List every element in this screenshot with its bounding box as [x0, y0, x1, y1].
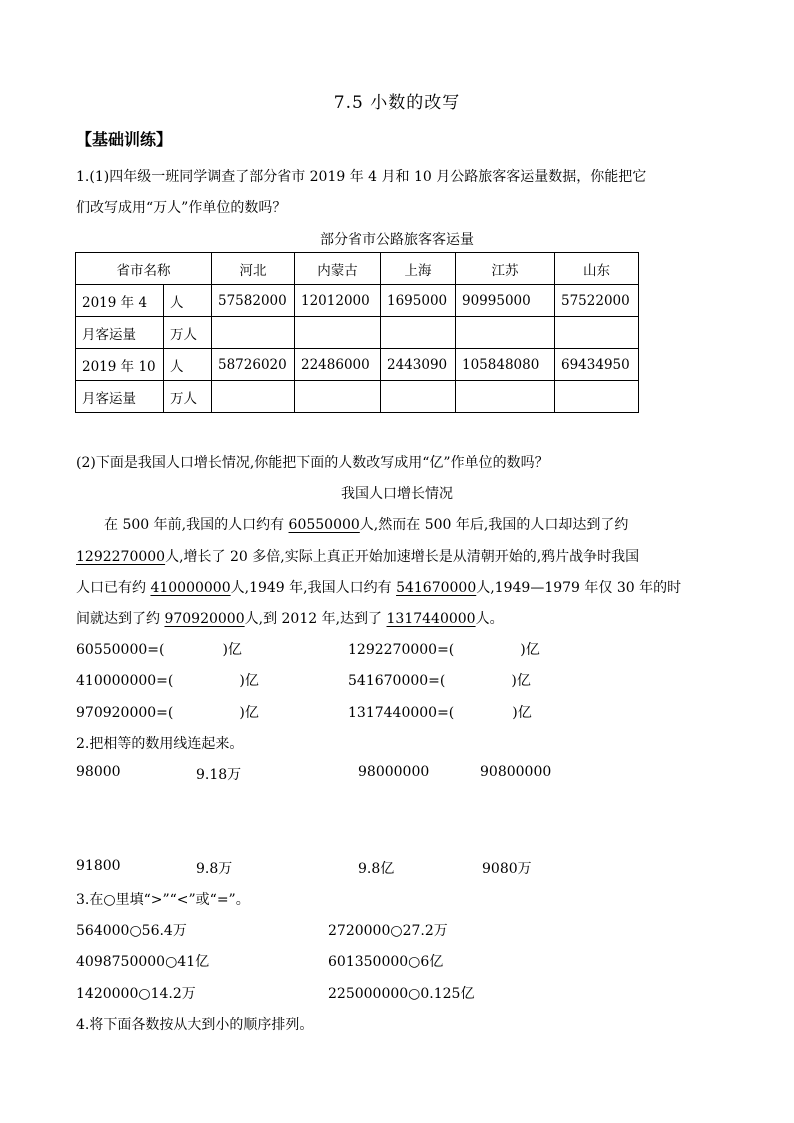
- passage-line: [104, 514, 628, 534]
- conversion-text: 1317440000=(: [348, 705, 455, 721]
- value-cell: 57582000: [212, 285, 295, 317]
- table-row: [76, 253, 639, 285]
- conversion-text: 970920000=(: [76, 705, 174, 721]
- passage-text: 人,1949—1979 年仅 30 年的时: [476, 580, 682, 596]
- underlined-number: 970920000: [164, 611, 245, 627]
- underlined-number: 541670000: [396, 580, 477, 596]
- compare-item[interactable]: 1420000○14.2万: [76, 986, 196, 1002]
- value-cell: 58726020: [212, 349, 295, 381]
- answer-cell[interactable]: [381, 381, 456, 413]
- q1-part1-text-line1: 1.(1)四年级一班同学调查了部分省市 2019 年 4 月和 10 月公路旅客客运量数据，你能把它: [76, 169, 647, 185]
- conversion-text: )亿: [520, 642, 540, 658]
- q2-text: 2.把相等的数用线连起来。: [76, 736, 244, 752]
- match-top-item[interactable]: 98000000: [358, 764, 430, 780]
- match-bottom-item[interactable]: 9.8万: [196, 861, 233, 877]
- compare-item[interactable]: 564000○56.4万: [76, 923, 187, 939]
- answer-cell[interactable]: [381, 317, 456, 349]
- table-row: [76, 349, 639, 381]
- match-bottom-item[interactable]: 9080万: [482, 861, 532, 877]
- underlined-number: 1292270000: [76, 549, 166, 565]
- header-cell: 河北: [212, 253, 295, 285]
- value-cell: 57522000: [555, 285, 639, 317]
- value-cell: 69434950: [555, 349, 639, 381]
- conversion-text: 1292270000=(: [348, 642, 455, 658]
- page-title: 7.5 小数的改写: [333, 93, 461, 113]
- underlined-number: 1317440000: [386, 611, 476, 627]
- october-label-cell: 月客运量: [76, 381, 164, 413]
- compare-item[interactable]: 601350000○6亿: [328, 954, 444, 970]
- unit-cell: 万人: [164, 381, 212, 413]
- april-label-cell: 2019 年 4: [76, 285, 164, 317]
- table-row: [76, 317, 639, 349]
- conversion-text: 541670000=(: [348, 673, 446, 689]
- match-top-item[interactable]: 9.18万: [196, 767, 242, 783]
- transport-table: [75, 252, 639, 413]
- conversion-text: 410000000=(: [76, 673, 174, 689]
- passage-line: [76, 546, 639, 566]
- april-label-cell: 月客运量: [76, 317, 164, 349]
- answer-cell[interactable]: [212, 381, 295, 413]
- passage-line: [76, 608, 504, 628]
- unit-cell: 人: [164, 285, 212, 317]
- passage-text: 在 500 年前,我国的人口约有: [104, 517, 289, 533]
- conversion-text: )亿: [512, 705, 532, 721]
- conversion-item: [76, 702, 259, 722]
- underlined-number: 410000000: [150, 580, 231, 596]
- value-cell: 105848080: [456, 349, 555, 381]
- value-cell: 12012000: [295, 285, 381, 317]
- passage-text: 人。: [475, 611, 504, 627]
- match-top-item[interactable]: 98000: [76, 764, 121, 780]
- table-title: 部分省市公路旅客客运量: [320, 232, 474, 248]
- match-bottom-item[interactable]: 91800: [76, 858, 121, 874]
- header-cell: 山东: [555, 253, 639, 285]
- match-bottom-item[interactable]: 9.8亿: [358, 861, 395, 877]
- answer-cell[interactable]: [555, 317, 639, 349]
- conversion-text: )亿: [239, 705, 259, 721]
- passage-text: 人,增长了 20 多倍,实际上真正开始加速增长是从清朝开始的,鸦片战争时我国: [165, 549, 640, 565]
- value-cell: 90995000: [456, 285, 555, 317]
- passage-text: 人口已有约: [76, 580, 151, 596]
- q3-text: 3.在○里填“>”“<”或“=”。: [76, 892, 250, 908]
- passage-text: 人,到 2012 年,达到了: [244, 611, 387, 627]
- compare-item[interactable]: 225000000○0.125亿: [328, 986, 475, 1002]
- conversion-text: )亿: [511, 673, 531, 689]
- q1-part2-text: (2)下面是我国人口增长情况,你能把下面的人数改写成用“亿”作单位的数吗？: [76, 455, 549, 471]
- conversion-item: [348, 702, 532, 722]
- conversion-text: )亿: [239, 673, 259, 689]
- passage-text: 人,1949 年,我国人口约有: [230, 580, 397, 596]
- section-heading: 【基础训练】: [76, 130, 173, 149]
- q4-text: 4.将下面各数按从大到小的顺序排列。: [76, 1017, 314, 1033]
- answer-cell[interactable]: [295, 317, 381, 349]
- q1-part1-text-line2: 们改写成用“万人”作单位的数吗？: [76, 200, 287, 216]
- header-cell: 上海: [381, 253, 456, 285]
- header-cell: 江苏: [456, 253, 555, 285]
- header-cell: 省市名称: [76, 253, 212, 285]
- compare-item[interactable]: 2720000○27.2万: [328, 923, 448, 939]
- table-row: [76, 285, 639, 317]
- conversion-text: )亿: [222, 642, 242, 658]
- underlined-number: 60550000: [288, 517, 360, 533]
- passage-title: 我国人口增长情况: [341, 486, 453, 502]
- answer-cell[interactable]: [295, 381, 381, 413]
- value-cell: 2443090: [381, 349, 456, 381]
- answer-cell[interactable]: [212, 317, 295, 349]
- conversion-item: [348, 670, 531, 690]
- conversion-item: [76, 670, 259, 690]
- value-cell: 1695000: [381, 285, 456, 317]
- answer-cell[interactable]: [456, 381, 555, 413]
- passage-text: 人,然而在 500 年后,我国的人口却达到了约: [359, 517, 629, 533]
- passage-text: 间就达到了约: [76, 611, 165, 627]
- october-label-cell: 2019 年 10: [76, 349, 164, 381]
- conversion-item: [348, 639, 540, 659]
- value-cell: 22486000: [295, 349, 381, 381]
- conversion-text: 60550000=(: [76, 642, 165, 658]
- unit-cell: 万人: [164, 317, 212, 349]
- answer-cell[interactable]: [456, 317, 555, 349]
- answer-cell[interactable]: [555, 381, 639, 413]
- table-row: [76, 381, 639, 413]
- passage-line: [76, 577, 681, 597]
- conversion-item: [76, 639, 242, 659]
- match-top-item[interactable]: 90800000: [480, 764, 552, 780]
- header-cell: 内蒙古: [295, 253, 381, 285]
- unit-cell: 人: [164, 349, 212, 381]
- compare-item[interactable]: 4098750000○41亿: [76, 954, 210, 970]
